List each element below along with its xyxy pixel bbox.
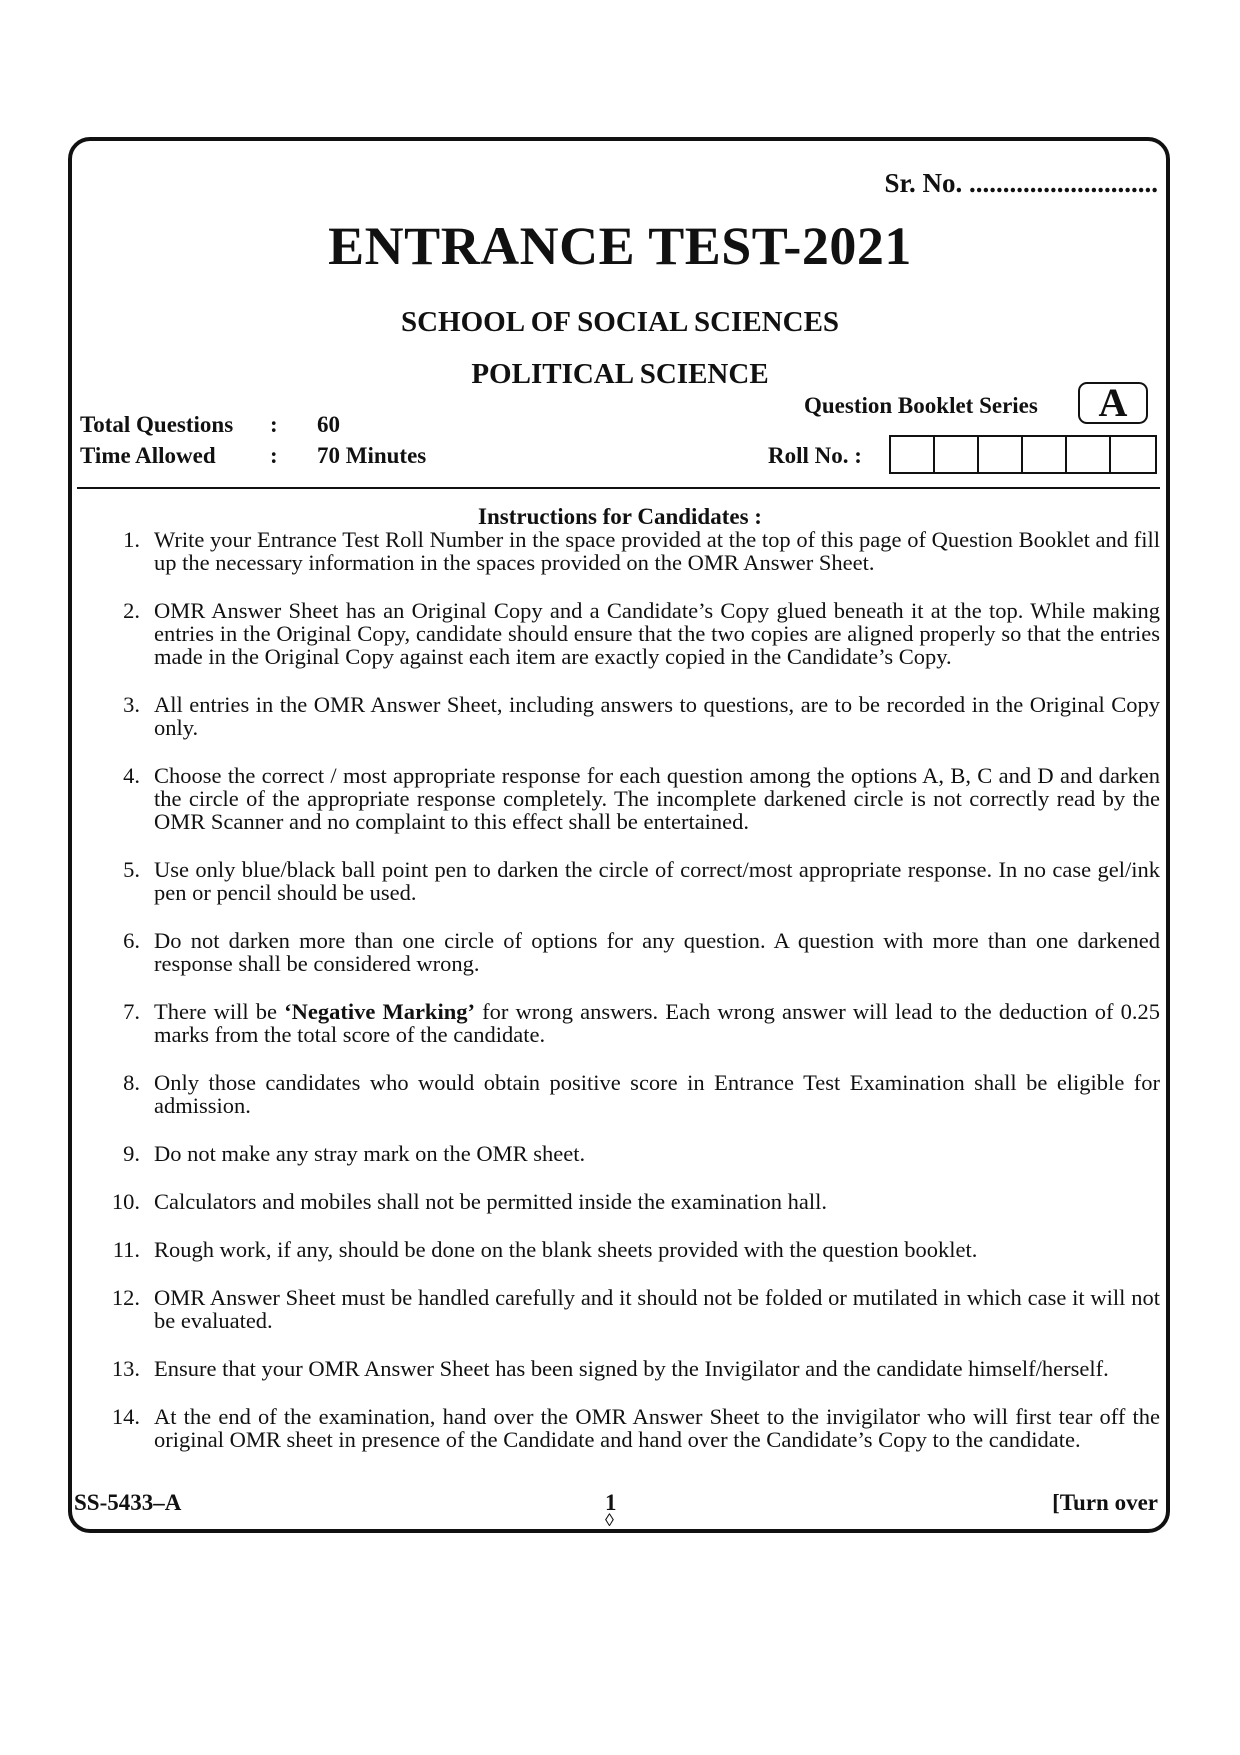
instruction-text: All entries in the OMR Answer Sheet, including answers to questions, are to be recorded in the Original Copy only. — [154, 692, 1160, 740]
school-name: SCHOOL OF SOCIAL SCIENCES — [400, 306, 840, 338]
roll-number-label: Roll No. : — [768, 443, 862, 468]
instruction-item — [110, 1286, 1160, 1332]
instruction-text-before: There will be — [154, 999, 285, 1024]
instruction-text: OMR Answer Sheet must be handled carefully and it should not be folded or mutilated in which case it will not be evaluated. — [154, 1285, 1160, 1333]
time-allowed-value: 70 Minutes — [317, 443, 427, 468]
instruction-number: 14. — [111, 1404, 140, 1429]
roll-digit-box[interactable] — [935, 437, 979, 472]
roll-number-boxes[interactable] — [889, 435, 1157, 474]
instruction-number: 2. — [123, 598, 140, 623]
instruction-item — [110, 1190, 1160, 1213]
instruction-text: Use only blue/black ball point pen to darken the circle of correct/most appropriate response. In no case gel/ink pen or pencil should be used. — [154, 857, 1160, 905]
total-questions-value: 60 — [317, 412, 340, 437]
total-questions-sep: : — [270, 412, 278, 437]
total-questions-label: Total Questions — [80, 412, 234, 437]
instruction-number: 7. — [123, 999, 140, 1024]
series-box: A — [1078, 382, 1148, 424]
instruction-text: Do not make any stray mark on the OMR sheet. — [154, 1141, 586, 1166]
turn-over-note: [Turn over — [1052, 1490, 1158, 1515]
page-number: 1 — [605, 1490, 617, 1515]
diamond-mark: ◊ — [605, 1510, 614, 1530]
instruction-number: 3. — [123, 692, 140, 717]
instruction-item — [110, 1238, 1160, 1261]
instructions-heading: Instructions for Candidates : — [478, 504, 762, 529]
roll-digit-box[interactable] — [1023, 437, 1067, 472]
instruction-text-after: for wrong answers. Each wrong answer will lead to the deduction of 0.25 marks from the total score of the candidate. — [154, 999, 1161, 1047]
instruction-item — [110, 929, 1160, 975]
instruction-item — [110, 693, 1160, 739]
series-label: Question Booklet Series — [804, 393, 1038, 418]
instruction-item — [110, 764, 1160, 833]
instruction-text: Write your Entrance Test Roll Number in the space provided at the top of this page of Question Booklet and fill up the necessary information in the spaces provided on the OMR Answer Sheet. — [154, 527, 1160, 575]
instruction-item — [110, 1142, 1160, 1165]
instruction-item — [110, 599, 1160, 668]
negative-marking-emphasis: ‘Negative Marking’ — [284, 999, 475, 1024]
instruction-item — [110, 1357, 1160, 1380]
instruction-text: Do not darken more than one circle of options for any question. A question with more than one darkened response shall be considered wrong. — [154, 928, 1160, 976]
page-title: ENTRANCE TEST-2021 — [328, 216, 912, 276]
instruction-text: Ensure that your OMR Answer Sheet has been signed by the Invigilator and the candidate himself/herself. — [154, 1356, 1109, 1381]
instruction-number: 8. — [123, 1070, 140, 1095]
instruction-text: Only those candidates who would obtain positive score in Entrance Test Examination shall be eligible for admission. — [154, 1070, 1160, 1118]
instruction-number: 6. — [123, 928, 140, 953]
instruction-item — [110, 1000, 1160, 1046]
instruction-number: 5. — [123, 857, 140, 882]
subject-name: POLITICAL SCIENCE — [471, 358, 769, 390]
instruction-text: OMR Answer Sheet has an Original Copy and a Candidate’s Copy glued beneath it at the top. While making entries in the Original Copy, candidate should ensure that the two copies are aligned properly so that the entries made in the Original Copy against each item are exactly copied in the Candidate’s Copy. — [154, 598, 1160, 669]
instruction-text: Rough work, if any, should be done on the blank sheets provided with the question booklet. — [154, 1237, 978, 1262]
instruction-number: 10. — [111, 1189, 140, 1214]
time-allowed-sep: : — [270, 443, 278, 468]
instruction-number: 11. — [112, 1237, 140, 1262]
instructions-list — [110, 528, 1160, 1476]
instruction-number: 13. — [111, 1356, 140, 1381]
instruction-number: 4. — [123, 763, 140, 788]
instruction-item — [110, 1405, 1160, 1451]
instruction-text: At the end of the examination, hand over the OMR Answer Sheet to the invigilator who will first tear off the original OMR sheet in presence of the Candidate and hand over the Candidate’s Copy to the candidate. — [154, 1404, 1160, 1452]
instruction-number: 1. — [123, 527, 140, 552]
instruction-item — [110, 858, 1160, 904]
serial-number: Sr. No. ............................ — [884, 168, 1158, 198]
instruction-number: 9. — [123, 1141, 140, 1166]
roll-digit-box[interactable] — [1111, 437, 1155, 472]
header-divider — [77, 487, 1160, 489]
instruction-text: Choose the correct / most appropriate response for each question among the options A, B, C and D and darken the circle of the appropriate response completely. The incomplete darkened circle is not correctly read by the OMR Scanner and no complaint to this effect shall be entertained. — [154, 763, 1160, 834]
booklet-code: SS-5433–A — [74, 1490, 182, 1515]
roll-digit-box[interactable] — [1067, 437, 1111, 472]
roll-digit-box[interactable] — [979, 437, 1023, 472]
roll-digit-box[interactable] — [891, 437, 935, 472]
time-allowed-label: Time Allowed — [80, 443, 216, 468]
instruction-item — [110, 1071, 1160, 1117]
instruction-item — [110, 528, 1160, 574]
instruction-text: Calculators and mobiles shall not be permitted inside the examination hall. — [154, 1189, 827, 1214]
instruction-number: 12. — [111, 1285, 140, 1310]
